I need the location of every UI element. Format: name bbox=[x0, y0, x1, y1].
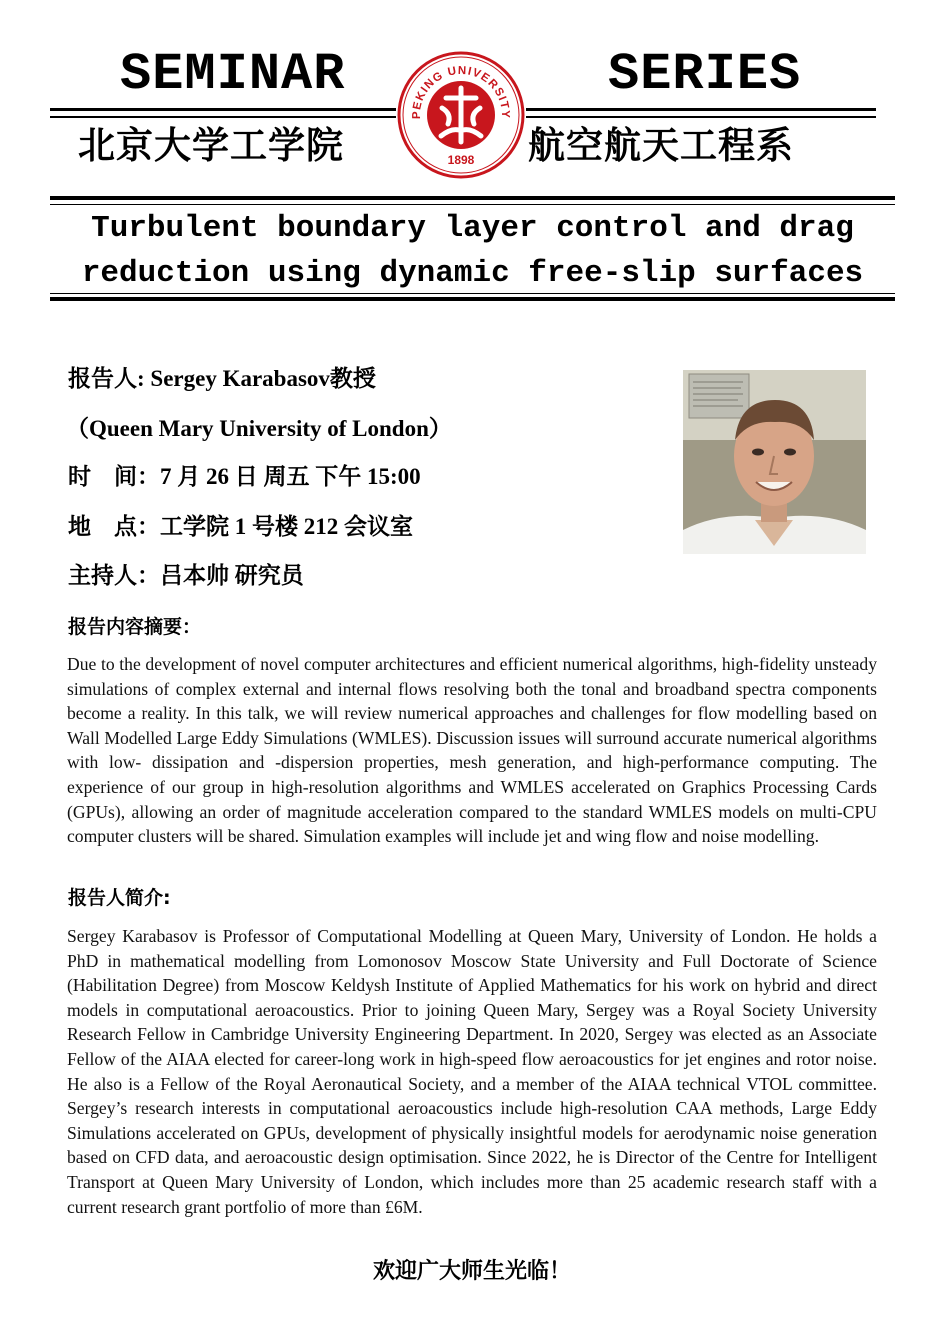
talk-title-line1: Turbulent boundary layer control and drag bbox=[91, 211, 854, 246]
bio-text: Sergey Karabasov is Professor of Computational Modelling at Queen Mary, University of London. He holds a PhD in mathematical modelling from Lomonosov Moscow State University and Full Doctorate of Science (Habilitation Degree) from Moscow Keldysh Institute of Applied Mathematics for his work on hybrid and direct models in computational aeroacoustics. Prior to joining Queen Mary, Sergey was a Royal Society University Research Fellow in Cambridge University Engineering Department. In 2020, Sergey was elected as an Associate Fellow of the AIAA elected for career-long work in high-speed flow aeroacoustics for jet engines and rotor noise. He also is a Fellow of the Royal Aeronautical Society, and a member of the AIAA technical VTOL committee. Sergey’s research interests in computational aeroacoustics include high-resolution CAA methods, Large Eddy Simulations accelerated on GPUs, development of physically insightful models for aerodynamic noise generation based on CFD data, and aeroacoustic design optimisation. Since 2022, he is Director of the Centre for Intelligent Transport at Queen Mary University of London, which includes more than 25 academic research staff with a current research grant portfolio of more than £6M. bbox=[67, 926, 877, 1217]
speaker-line: 报告人: Sergey Karabasov教授 bbox=[68, 366, 376, 391]
abstract-heading: 报告内容摘要： bbox=[68, 616, 202, 638]
logo-emblem bbox=[441, 88, 481, 142]
welcome-closing: 欢迎广大师生光临！ bbox=[372, 1259, 571, 1284]
place-line: 地 点：工学院 1 号楼 212 会议室 bbox=[68, 514, 413, 539]
title-rule-top-thick bbox=[50, 196, 895, 200]
header-rule-right-bottom bbox=[526, 116, 876, 118]
title-rule-bottom-thick bbox=[50, 297, 895, 301]
time-line: 时 间：7 月 26 日 周五 下午 15:00 bbox=[68, 464, 421, 489]
header-rule-left-bottom bbox=[50, 116, 396, 118]
header-left-cn: 北京大学工学院 bbox=[78, 124, 344, 167]
talk-title-line2: reduction using dynamic free-slip surfaces bbox=[81, 256, 864, 291]
bio-heading: 报告人简介: bbox=[68, 887, 171, 909]
header-right-cn: 航空航天工程系 bbox=[528, 124, 794, 167]
portrait-icon bbox=[683, 370, 866, 554]
logo-year: 1898 bbox=[447, 153, 475, 167]
host-line: 主持人：吕本帅 研究员 bbox=[68, 563, 304, 588]
logo-ring-text: PEKING UNIVERSITY bbox=[410, 64, 512, 120]
header-rule-right-top bbox=[526, 108, 876, 111]
header-rule-left-top bbox=[50, 108, 396, 111]
title-rule-bottom-thin bbox=[50, 293, 895, 294]
abstract-text: Due to the development of novel computer architectures and efficient numerical algorithms, high-fidelity unsteady simulations of complex external and internal flows resolving both the tonal and broadband spectra components become a reality. In this talk, we will review numerical approaches and challenges for flow modelling based on Wall Modelled Large Eddy Simulations (WMLES). Discussion issues will surround accurate numerical algorithms with low- dissipation and -dispersion properties, mesh generation, and high-performance computing. The experience of our group in high-resolution algorithms and WMLES accelerated on Graphics Processing Cards (GPUs), allowing an order of magnitude acceleration compared to the standard WMLES models on multi-CPU computer clusters will be shared. Simulation examples will include jet and wing flow and noise modelling. bbox=[67, 654, 877, 847]
title-rule-top-thin bbox=[50, 204, 895, 205]
header-right-word: SERIES bbox=[608, 45, 802, 104]
header-left-word: SEMINAR bbox=[120, 45, 346, 104]
peking-university-logo bbox=[396, 50, 526, 180]
affiliation-line: （Queen Mary University of London） bbox=[66, 416, 452, 441]
speaker-photo bbox=[683, 370, 866, 554]
